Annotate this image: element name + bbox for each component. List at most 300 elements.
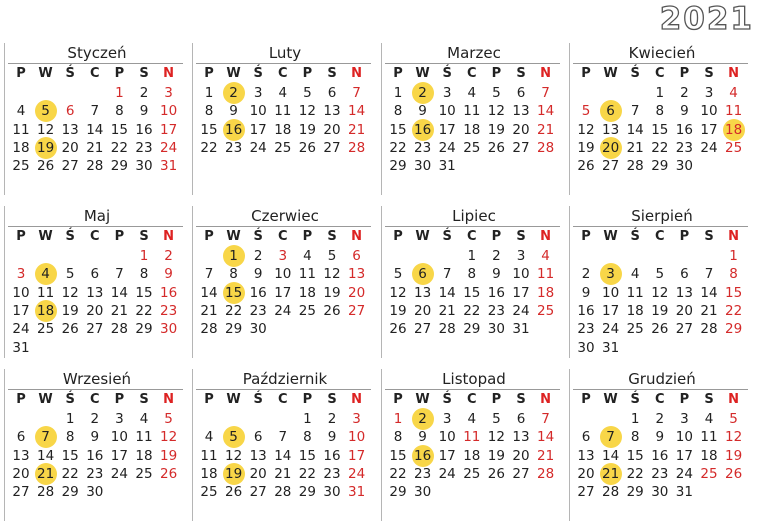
day-cell: 2 [581, 266, 591, 283]
day-cell: 1 [65, 411, 75, 427]
day-cell: 27 [348, 302, 366, 319]
day-cell: 20 [577, 465, 595, 482]
day-cell: 31 [675, 484, 693, 501]
day-cell: 9 [581, 284, 591, 301]
day-cell: 8 [139, 266, 149, 283]
day-cell: 7 [204, 266, 214, 283]
day-cell: 10 [602, 284, 620, 301]
day-cell: 5 [492, 411, 501, 427]
day-cell: 25 [725, 139, 743, 156]
day-cell: 14 [537, 429, 555, 446]
day-cell: 15 [298, 447, 316, 464]
day-cell: 1 [393, 411, 403, 427]
day-cell: 23 [225, 139, 243, 156]
weekday-header: P [16, 392, 26, 407]
weekday-header: P [581, 66, 591, 81]
day-cell: 30 [86, 484, 104, 501]
day-cell: 7 [704, 266, 714, 283]
weekday-header: C [90, 66, 100, 81]
day-cell: 10 [274, 266, 292, 283]
weekday-header: S [327, 229, 337, 244]
day-cell: 25 [463, 139, 481, 156]
day-cell: 3 [278, 248, 288, 264]
weekday-header: S [704, 392, 714, 407]
day-cell: 1 [393, 85, 403, 101]
month-6 [192, 204, 375, 360]
day-cell: 18 [200, 465, 218, 482]
weekday-header: Ś [442, 392, 452, 407]
day-cell: 3 [680, 411, 689, 427]
day-cell: 11 [537, 266, 555, 283]
day-cell: 13 [675, 284, 693, 301]
day-cell: 23 [135, 139, 153, 156]
month-10 [192, 367, 375, 523]
day-cell: 5 [393, 266, 403, 283]
day-cell: 6 [327, 85, 337, 101]
day-cell: 15 [61, 447, 79, 464]
month-name: Styczeń [67, 44, 127, 62]
day-cell: 21 [348, 121, 366, 138]
header-divider [196, 226, 371, 227]
day-cell: 12 [577, 121, 595, 138]
day-cell: 24 [438, 139, 456, 156]
month-name: Luty [268, 44, 302, 62]
day-cell: 9 [418, 429, 427, 446]
day-cell: 16 [249, 284, 267, 301]
day-cell: 25 [12, 158, 30, 175]
day-cell: 30 [414, 158, 432, 175]
day-cell: 20 [12, 465, 30, 482]
day-cell: 13 [249, 447, 267, 464]
weekday-header: Ś [65, 392, 75, 407]
weekday-header: N [728, 392, 740, 407]
weekday-header: C [90, 229, 100, 244]
day-cell: 9 [139, 103, 149, 120]
weekday-header: Ś [253, 392, 263, 407]
day-cell: 7 [352, 85, 361, 101]
weekday-header: S [516, 392, 526, 407]
day-cell: 20 [86, 302, 104, 319]
month-9 [4, 367, 187, 523]
day-cell: 20 [348, 284, 366, 301]
weekday-header: S [139, 392, 149, 407]
day-cell: 14 [700, 284, 718, 301]
day-cell: 24 [700, 139, 718, 156]
day-cell: 26 [298, 139, 316, 156]
day-cell: 12 [225, 447, 243, 464]
day-cell: 1 [204, 85, 214, 101]
day-cell: 12 [389, 284, 407, 301]
day-cell: 29 [61, 484, 79, 501]
weekday-header: Ś [65, 66, 75, 81]
day-cell: 18 [700, 447, 718, 464]
day-cell: 19 [725, 447, 743, 464]
weekday-header: W [603, 66, 618, 81]
day-cell: 14 [37, 447, 55, 464]
day-cell: 11 [274, 103, 292, 120]
day-cell: 16 [160, 284, 178, 301]
weekday-header: S [704, 229, 714, 244]
day-cell: 26 [651, 321, 669, 338]
day-cell: 27 [512, 465, 530, 482]
day-cell: 27 [512, 139, 530, 156]
day-cell: 30 [414, 484, 432, 501]
day-cell: 19 [298, 121, 316, 138]
day-cell: 31 [160, 158, 178, 175]
weekday-header: W [603, 229, 618, 244]
day-cell: 19 [487, 121, 505, 138]
day-cell: 3 [516, 248, 526, 264]
month-1 [4, 41, 187, 197]
day-cell: 28 [348, 139, 366, 156]
weekday-header: N [728, 66, 740, 81]
day-cell-highlighted: 15 [222, 284, 246, 302]
day-cell: 4 [303, 248, 312, 264]
day-cell: 26 [389, 321, 407, 338]
day-cell: 8 [65, 429, 75, 446]
day-cell: 21 [537, 447, 555, 464]
header-divider [196, 389, 371, 390]
weekday-header: S [139, 229, 149, 244]
header-divider [573, 389, 748, 390]
weekday-header: W [415, 229, 430, 244]
day-cell: 11 [463, 429, 481, 446]
weekday-header: P [114, 66, 125, 81]
day-cell: 28 [86, 158, 104, 175]
day-cell: 26 [37, 158, 55, 175]
day-cell: 29 [225, 321, 243, 338]
day-cell: 17 [12, 302, 30, 319]
day-cell: 23 [323, 465, 341, 482]
day-cell: 23 [651, 465, 669, 482]
day-cell: 11 [298, 266, 316, 283]
day-cell: 7 [278, 429, 288, 446]
day-cell-highlighted: 5 [34, 102, 58, 120]
day-cell: 13 [348, 266, 366, 283]
day-cell: 17 [512, 284, 530, 301]
day-cell: 3 [253, 85, 263, 101]
day-cell: 22 [651, 139, 669, 156]
day-cell: 29 [463, 321, 481, 338]
day-cell: 8 [467, 266, 477, 283]
month-name: Sierpień [631, 207, 693, 225]
month-name: Grudzień [628, 370, 696, 388]
weekday-header: N [351, 229, 363, 244]
day-cell: 22 [298, 465, 316, 482]
day-cell: 17 [160, 121, 178, 138]
day-cell: 29 [725, 321, 743, 338]
day-cell-highlighted: 5 [222, 428, 246, 446]
day-cell: 13 [61, 121, 79, 138]
day-cell: 17 [700, 121, 718, 138]
day-cell: 28 [37, 484, 55, 501]
day-cell: 28 [110, 321, 128, 338]
day-cell: 10 [700, 103, 718, 120]
day-cell: 6 [516, 411, 526, 427]
day-cell: 30 [323, 484, 341, 501]
day-cell: 13 [602, 121, 620, 138]
day-cell: 9 [492, 266, 501, 283]
day-cell: 14 [274, 447, 292, 464]
day-cell: 11 [135, 429, 153, 446]
weekday-header: P [16, 229, 26, 244]
day-cell: 6 [581, 429, 591, 446]
day-cell: 16 [675, 121, 693, 138]
day-cell-highlighted: 3 [599, 265, 623, 283]
day-cell: 4 [16, 103, 26, 120]
day-cell: 3 [442, 85, 452, 101]
month-11 [381, 367, 564, 523]
day-cell: 13 [12, 447, 30, 464]
day-cell: 5 [655, 266, 665, 283]
day-cell: 27 [577, 484, 595, 501]
day-cell: 28 [626, 158, 644, 175]
day-cell: 15 [626, 447, 644, 464]
day-cell: 11 [725, 103, 743, 120]
day-cell: 31 [512, 321, 530, 338]
day-cell: 30 [135, 158, 153, 175]
day-cell: 14 [626, 121, 644, 138]
day-cell: 17 [274, 284, 292, 301]
day-cell-highlighted: 16 [222, 121, 246, 139]
day-cell: 27 [86, 321, 104, 338]
weekday-header: C [655, 392, 665, 407]
month-12 [569, 367, 752, 523]
weekday-header: N [163, 229, 175, 244]
day-cell: 31 [348, 484, 366, 501]
day-cell: 31 [602, 339, 620, 356]
day-cell: 16 [487, 284, 505, 301]
weekday-header: P [679, 66, 690, 81]
day-cell: 5 [65, 266, 75, 283]
day-cell: 1 [303, 411, 312, 427]
day-cell: 13 [512, 429, 530, 446]
day-cell: 22 [135, 302, 153, 319]
day-cell: 26 [225, 484, 243, 501]
day-cell: 23 [577, 321, 595, 338]
day-cell: 1 [630, 411, 640, 427]
day-cell: 28 [537, 139, 555, 156]
day-cell: 9 [655, 429, 665, 446]
header-divider [196, 63, 371, 64]
day-cell-highlighted: 18 [722, 121, 746, 139]
header-divider [385, 389, 560, 390]
day-cell: 8 [303, 429, 312, 446]
day-cell: 29 [298, 484, 316, 501]
day-cell-highlighted: 7 [34, 428, 58, 446]
weekday-header: P [679, 229, 690, 244]
day-cell: 7 [541, 411, 550, 427]
day-cell: 2 [90, 411, 100, 427]
day-cell: 3 [442, 411, 452, 427]
month-2 [192, 41, 375, 197]
weekday-header: Ś [253, 229, 263, 244]
day-cell-highlighted: 2 [411, 84, 435, 102]
month-name: Październik [242, 370, 328, 388]
day-cell: 20 [512, 447, 530, 464]
day-cell: 30 [577, 339, 595, 356]
day-cell: 19 [323, 284, 341, 301]
day-cell: 21 [700, 302, 718, 319]
day-cell: 20 [414, 302, 432, 319]
day-cell: 4 [630, 266, 640, 283]
day-cell: 26 [61, 321, 79, 338]
weekday-header: N [351, 392, 363, 407]
day-cell-highlighted: 21 [34, 465, 58, 483]
day-cell: 3 [164, 85, 173, 101]
day-cell: 15 [651, 121, 669, 138]
day-cell: 15 [110, 121, 128, 138]
day-cell: 25 [298, 302, 316, 319]
day-cell: 26 [577, 158, 595, 175]
day-cell-highlighted: 21 [599, 465, 623, 483]
day-cell-highlighted: 7 [599, 428, 623, 446]
day-cell: 3 [16, 266, 26, 283]
day-cell: 13 [512, 103, 530, 120]
month-name: Lipiec [452, 207, 496, 225]
weekday-header: P [302, 66, 313, 81]
month-8 [569, 204, 752, 360]
month-name: Marzec [447, 44, 501, 62]
day-cell: 9 [253, 266, 263, 283]
day-cell: 4 [704, 411, 714, 427]
day-cell: 16 [86, 447, 104, 464]
day-cell: 8 [204, 103, 214, 120]
day-cell: 12 [487, 429, 505, 446]
weekday-header: Ś [65, 229, 75, 244]
weekday-header: P [581, 229, 591, 244]
header-divider [8, 63, 183, 64]
day-cell: 24 [160, 139, 178, 156]
weekday-header: S [704, 66, 714, 81]
day-cell: 16 [135, 121, 153, 138]
day-cell: 30 [249, 321, 267, 338]
day-cell: 23 [675, 139, 693, 156]
day-cell: 22 [389, 139, 407, 156]
day-cell: 17 [249, 121, 267, 138]
day-cell: 16 [577, 302, 595, 319]
day-cell: 25 [537, 302, 555, 319]
day-cell: 9 [90, 429, 100, 446]
day-cell: 14 [200, 284, 218, 301]
day-cell: 6 [352, 248, 361, 264]
weekday-header: C [278, 229, 288, 244]
day-cell: 24 [110, 465, 128, 482]
day-cell: 15 [135, 284, 153, 301]
day-cell: 14 [438, 284, 456, 301]
day-cell: 10 [348, 429, 366, 446]
day-cell: 14 [348, 103, 366, 120]
day-cell: 8 [655, 103, 665, 120]
weekday-header: C [467, 229, 477, 244]
day-cell: 22 [725, 302, 743, 319]
day-cell: 22 [225, 302, 243, 319]
weekday-header: W [38, 392, 53, 407]
day-cell: 8 [729, 266, 738, 283]
day-cell: 19 [61, 302, 79, 319]
month-7 [381, 204, 564, 360]
weekday-header: W [38, 66, 53, 81]
day-cell: 25 [200, 484, 218, 501]
month-5 [4, 204, 187, 360]
day-cell: 14 [86, 121, 104, 138]
day-cell-highlighted: 16 [411, 121, 435, 139]
day-cell: 8 [229, 266, 238, 283]
day-cell: 17 [438, 121, 456, 138]
day-cell: 27 [61, 158, 79, 175]
weekday-header: C [655, 66, 665, 81]
day-cell: 29 [651, 158, 669, 175]
day-cell: 9 [327, 429, 337, 446]
day-cell: 23 [414, 139, 432, 156]
header-divider [573, 63, 748, 64]
day-cell: 12 [298, 103, 316, 120]
weekday-header: P [393, 66, 403, 81]
weekday-header: C [278, 392, 288, 407]
day-cell: 1 [655, 85, 665, 101]
day-cell: 28 [438, 321, 456, 338]
day-cell: 4 [729, 85, 738, 101]
day-cell: 10 [110, 429, 128, 446]
day-cell: 23 [414, 465, 432, 482]
weekday-header: W [226, 229, 241, 244]
day-cell: 21 [110, 302, 128, 319]
day-cell: 14 [602, 447, 620, 464]
day-cell: 10 [675, 429, 693, 446]
weekday-header: W [38, 229, 53, 244]
day-cell: 7 [90, 103, 100, 120]
day-cell: 28 [274, 484, 292, 501]
day-cell-highlighted: 16 [411, 447, 435, 465]
day-cell: 22 [463, 302, 481, 319]
weekday-header: W [226, 392, 241, 407]
weekday-header: P [393, 392, 403, 407]
day-cell: 7 [115, 266, 124, 283]
weekday-header: C [467, 66, 477, 81]
day-cell: 24 [348, 465, 366, 482]
day-cell-highlighted: 18 [34, 302, 58, 320]
day-cell: 12 [37, 121, 55, 138]
day-cell: 18 [463, 447, 481, 464]
day-cell: 27 [323, 139, 341, 156]
day-cell: 6 [253, 429, 263, 446]
day-cell: 11 [200, 447, 218, 464]
day-cell: 6 [90, 266, 100, 283]
day-cell: 24 [274, 302, 292, 319]
weekday-header: N [540, 66, 552, 81]
day-cell: 10 [512, 266, 530, 283]
month-4 [569, 41, 752, 197]
weekday-header: N [540, 229, 552, 244]
weekday-header: W [226, 66, 241, 81]
day-cell: 12 [651, 284, 669, 301]
day-cell: 10 [249, 103, 267, 120]
day-cell-highlighted: 6 [599, 102, 623, 120]
day-cell: 10 [438, 429, 456, 446]
day-cell: 15 [389, 447, 407, 464]
day-cell: 26 [160, 465, 178, 482]
weekday-header: P [204, 229, 214, 244]
day-cell: 28 [200, 321, 218, 338]
day-cell: 12 [61, 284, 79, 301]
day-cell: 19 [577, 139, 595, 156]
day-cell: 10 [12, 284, 30, 301]
day-cell: 22 [200, 139, 218, 156]
weekday-header: P [581, 392, 591, 407]
day-cell: 11 [12, 121, 30, 138]
day-cell: 19 [160, 447, 178, 464]
day-cell: 24 [675, 465, 693, 482]
